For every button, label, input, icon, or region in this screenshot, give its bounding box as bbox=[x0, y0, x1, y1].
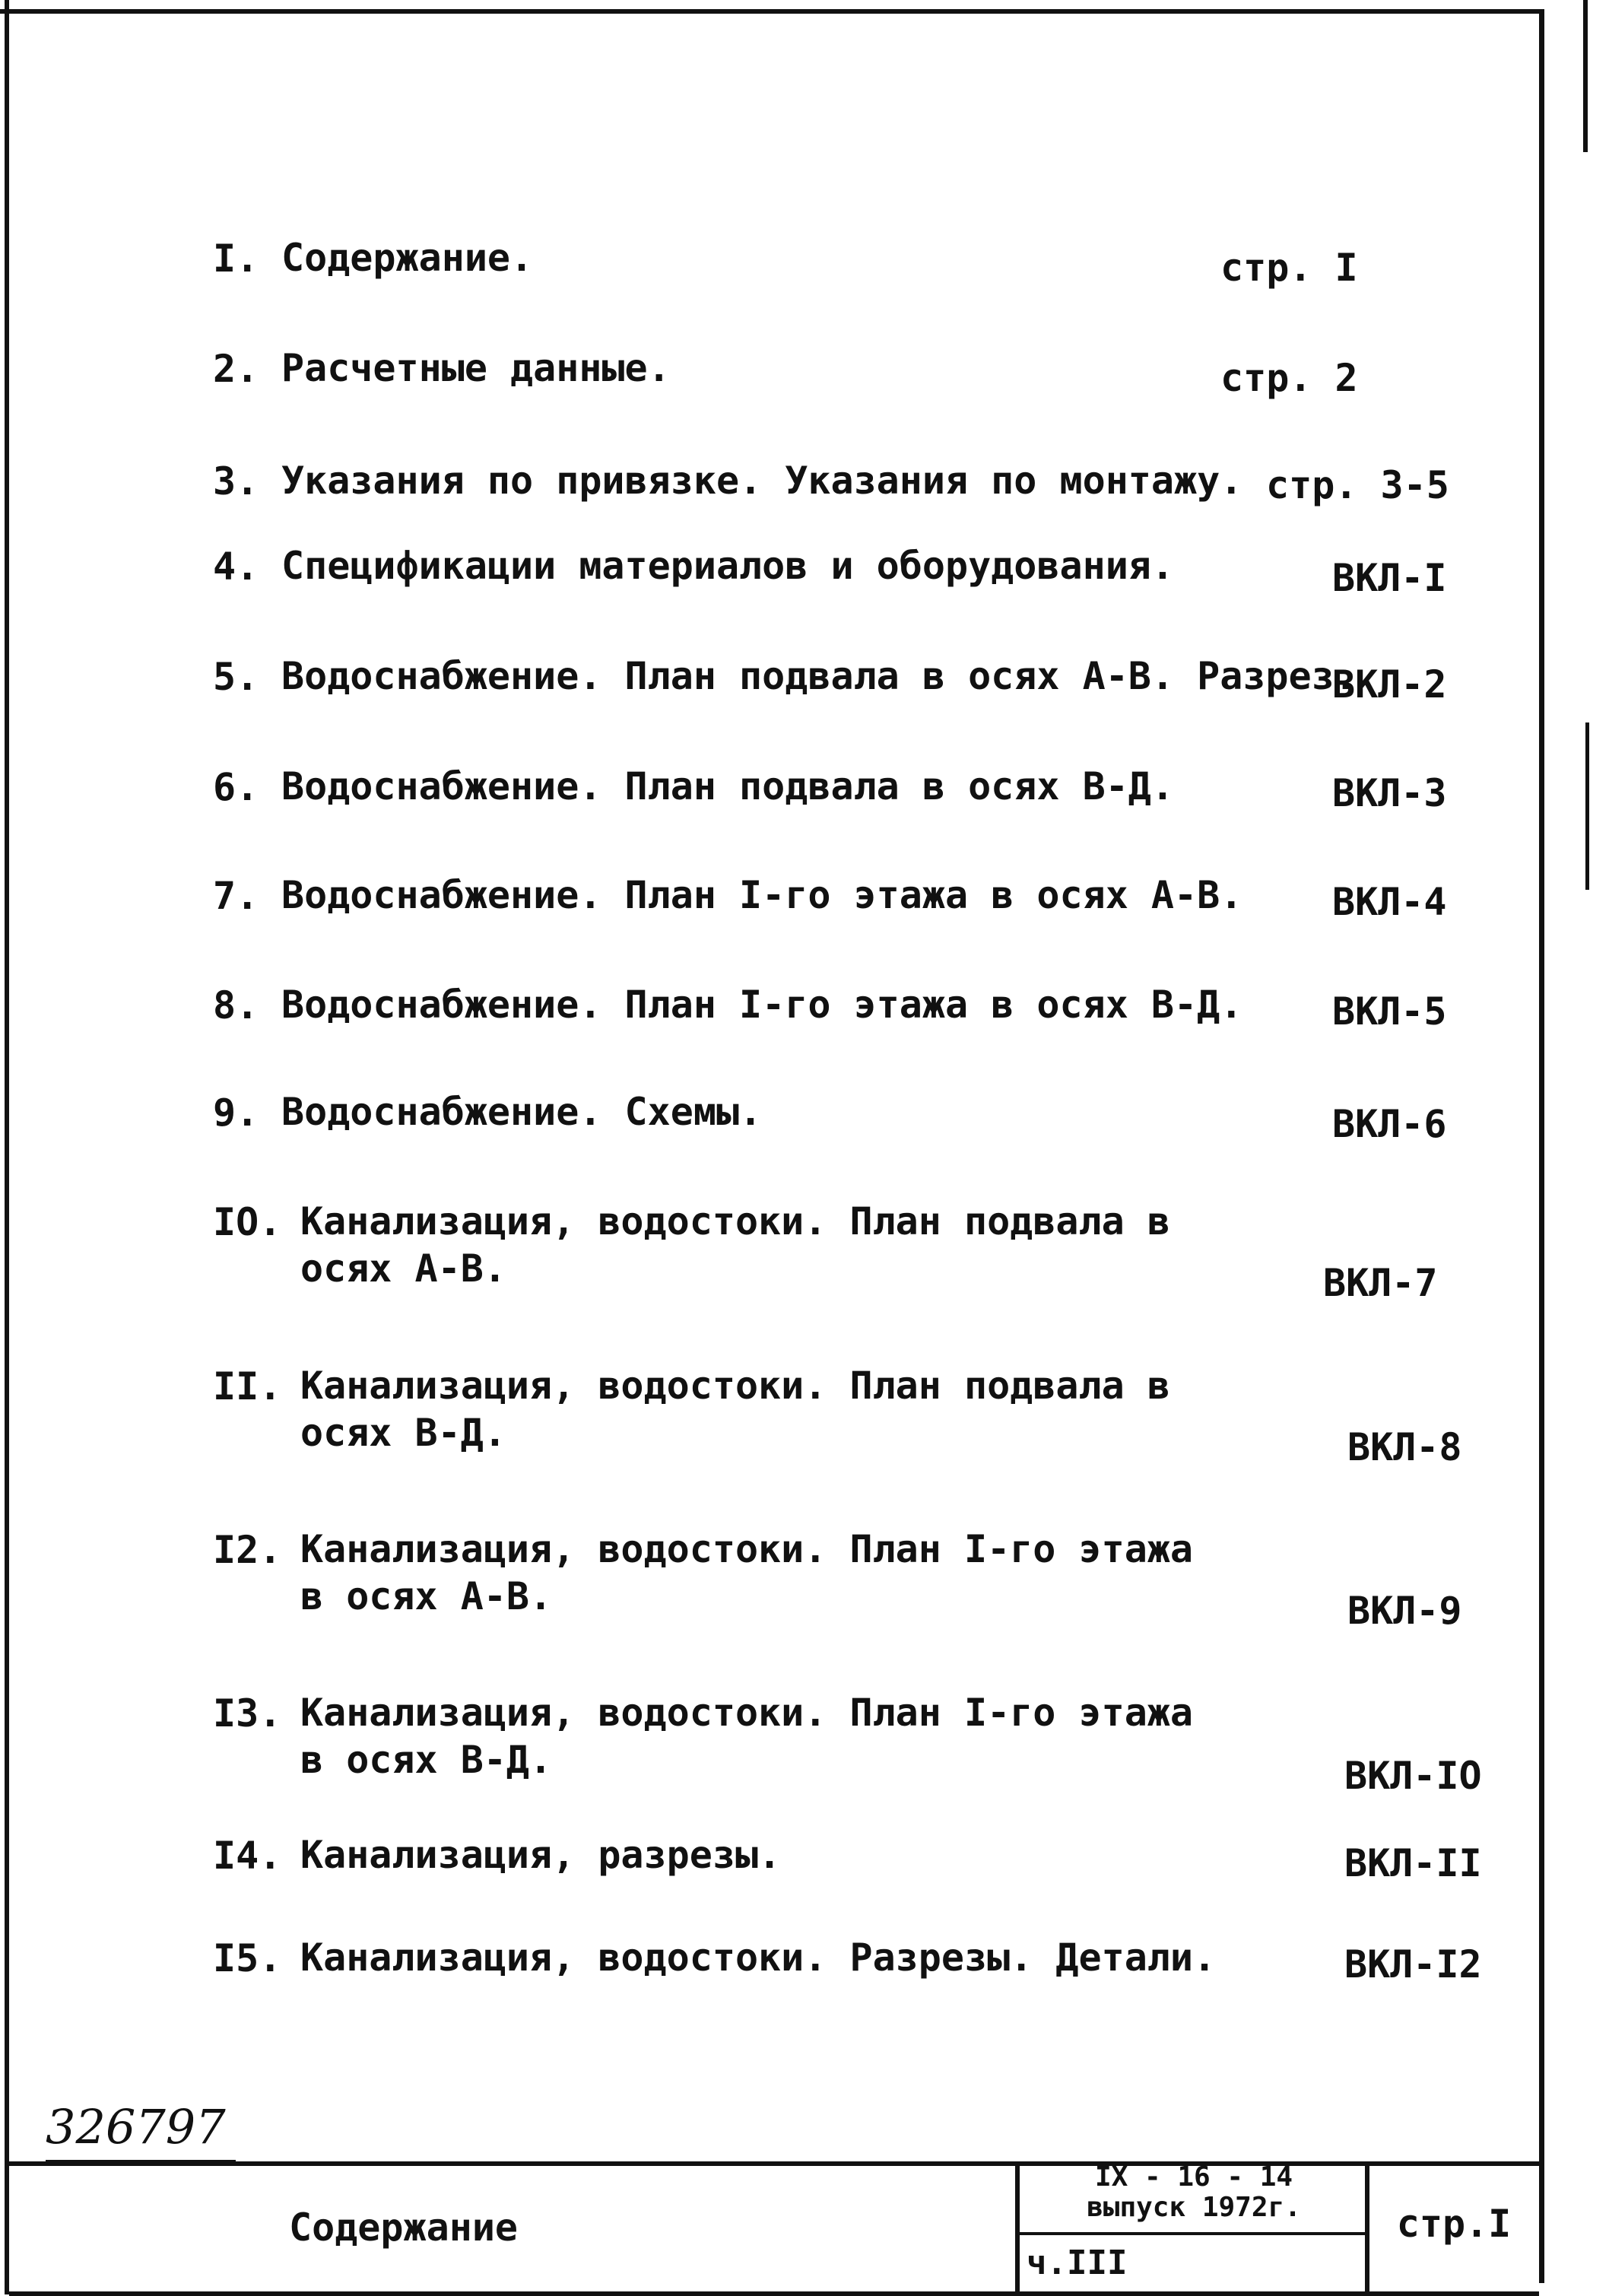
toc-page-ref: ВКЛ-II bbox=[1344, 1841, 1482, 1885]
toc-number: I5. bbox=[213, 1936, 282, 1980]
title-block-divider bbox=[1015, 2161, 1020, 2294]
toc-title: Указания по привязке. Указания по монтажу. bbox=[281, 459, 1243, 503]
title-block-title: Содержание bbox=[289, 2205, 519, 2250]
toc-title-continuation: осях В-Д. bbox=[300, 1411, 506, 1455]
toc-page-ref: ВКЛ-5 bbox=[1332, 989, 1447, 1034]
toc-number: 6. bbox=[213, 765, 259, 809]
toc-number: I2. bbox=[213, 1528, 282, 1572]
toc-page-ref: стр. 3-5 bbox=[1266, 463, 1449, 507]
toc-title: Спецификации материалов и оборудования. bbox=[281, 544, 1174, 588]
toc-page-ref: ВКЛ-3 bbox=[1332, 771, 1447, 815]
toc-title: Водоснабжение. План I-го этажа в осях В-Д. bbox=[281, 983, 1243, 1027]
toc-number: 8. bbox=[213, 983, 259, 1027]
toc-page-ref: ВКЛ-8 bbox=[1347, 1425, 1462, 1469]
toc-page-ref: ВКЛ-I bbox=[1332, 556, 1447, 600]
toc-number: 3. bbox=[213, 459, 259, 503]
edge-scan-mark bbox=[1585, 722, 1589, 890]
edge-scan-mark bbox=[1583, 0, 1588, 152]
toc-number: I3. bbox=[213, 1691, 282, 1735]
toc-title: Содержание. bbox=[281, 236, 534, 280]
toc-page-ref: ВКЛ-I2 bbox=[1344, 1942, 1482, 1986]
frame-left-border bbox=[5, 0, 9, 2294]
toc-number: IO. bbox=[213, 1200, 282, 1244]
frame-right-border bbox=[1539, 9, 1544, 2283]
frame-top-border bbox=[0, 9, 1544, 14]
title-block-code: IX - 16 - 14 bbox=[1094, 2161, 1293, 2193]
toc-title: Водоснабжение. План подвала в осях А-В. Разрез. bbox=[281, 654, 1357, 698]
toc-title: Канализация, водостоки. Разрезы. Детали. bbox=[300, 1936, 1217, 1980]
toc-number: 5. bbox=[213, 655, 259, 699]
title-block-page: стр.I bbox=[1396, 2202, 1512, 2246]
toc-number: 7. bbox=[213, 874, 259, 918]
toc-title: Водоснабжение. План подвала в осях В-Д. bbox=[281, 764, 1174, 808]
toc-page-ref: ВКЛ-2 bbox=[1332, 662, 1447, 707]
toc-page-ref: ВКЛ-4 bbox=[1332, 880, 1447, 924]
handwritten-doc-number: 326797 bbox=[46, 2099, 226, 2155]
title-block-divider bbox=[1015, 2232, 1369, 2235]
toc-page-ref: стр. 2 bbox=[1220, 356, 1358, 400]
toc-number: 2. bbox=[213, 347, 259, 391]
toc-number: I4. bbox=[213, 1834, 282, 1878]
toc-title: Расчетные данные. bbox=[281, 346, 671, 390]
toc-title-continuation: в осях А-В. bbox=[300, 1574, 553, 1618]
toc-number: II. bbox=[213, 1364, 282, 1408]
toc-title: Канализация, разрезы. bbox=[300, 1833, 782, 1877]
toc-number: 9. bbox=[213, 1091, 259, 1135]
toc-page-ref: ВКЛ-6 bbox=[1332, 1102, 1447, 1146]
toc-page-ref: ВКЛ-9 bbox=[1347, 1589, 1462, 1633]
toc-page-ref: ВКЛ-IO bbox=[1344, 1754, 1482, 1798]
toc-title-continuation: осях А-В. bbox=[300, 1246, 506, 1291]
title-block-issue: выпуск 1972г. bbox=[1087, 2192, 1301, 2223]
toc-title: Водоснабжение. Схемы. bbox=[281, 1090, 763, 1134]
toc-title: Канализация, водостоки. План I-го этажа bbox=[300, 1527, 1193, 1571]
toc-number: 4. bbox=[213, 545, 259, 589]
toc-title: Канализация, водостоки. План подвала в bbox=[300, 1199, 1170, 1243]
toc-page-ref: стр. I bbox=[1220, 246, 1358, 290]
title-block-part: ч.III bbox=[1027, 2244, 1128, 2282]
toc-number: I. bbox=[213, 237, 259, 281]
toc-title-continuation: в осях В-Д. bbox=[300, 1738, 553, 1782]
toc-page-ref: ВКЛ-7 bbox=[1323, 1261, 1438, 1305]
toc-title: Канализация, водостоки. План I-го этажа bbox=[300, 1691, 1193, 1735]
toc-title: Канализация, водостоки. План подвала в bbox=[300, 1364, 1170, 1408]
toc-title: Водоснабжение. План I-го этажа в осях А-В. bbox=[281, 873, 1243, 917]
